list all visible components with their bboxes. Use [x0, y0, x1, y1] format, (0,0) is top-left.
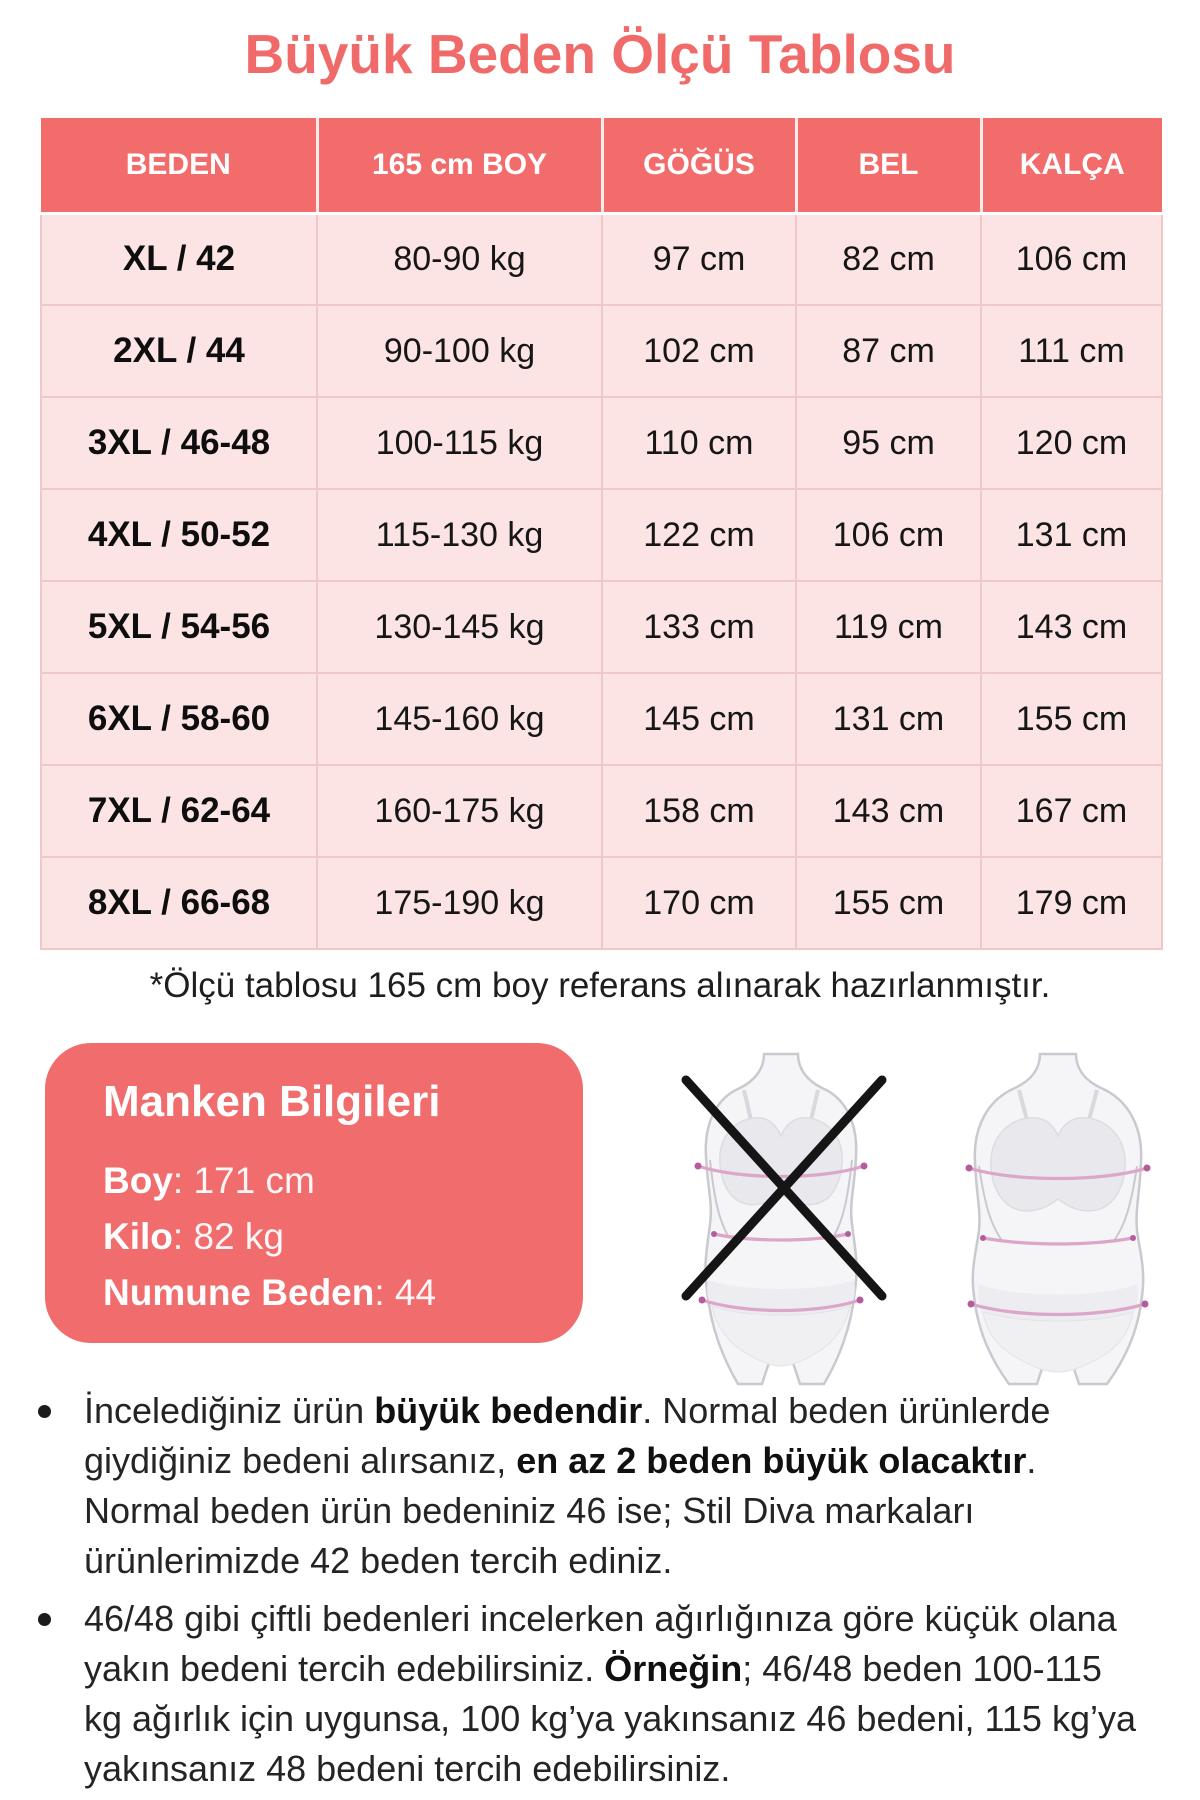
- size-table: [40, 118, 1161, 950]
- table-row: [41, 673, 1162, 765]
- hip-cell: 106 cm: [981, 213, 1162, 305]
- weight-cell: 175-190 kg: [317, 857, 602, 949]
- list-item: [38, 1594, 1149, 1794]
- size-cell: 8XL / 66-68: [41, 857, 317, 949]
- waist-cell: 119 cm: [796, 581, 981, 673]
- model-height-value: : 171 cm: [172, 1160, 315, 1201]
- model-sample-size-value: : 44: [374, 1272, 437, 1313]
- hip-cell: 179 cm: [981, 857, 1162, 949]
- table-row: [41, 765, 1162, 857]
- bullet-segment: . Normal beden ürünlerde giydiğiniz bedeni alırsanız,: [84, 1390, 1051, 1481]
- bullet-icon: [38, 1613, 51, 1626]
- bust-cell: 122 cm: [602, 489, 796, 581]
- weight-cell: 115-130 kg: [317, 489, 602, 581]
- waist-cell: 131 cm: [796, 673, 981, 765]
- hip-cell: 111 cm: [981, 305, 1162, 397]
- bust-cell: 145 cm: [602, 673, 796, 765]
- bust-cell: 102 cm: [602, 305, 796, 397]
- waist-cell: 87 cm: [796, 305, 981, 397]
- model-sample-size-label: Numune Beden: [103, 1272, 375, 1313]
- hip-cell: 131 cm: [981, 489, 1162, 581]
- weight-cell: 130-145 kg: [317, 581, 602, 673]
- col-header-boy: 165 cm BOY: [317, 118, 602, 213]
- table-footnote: *Ölçü tablosu 165 cm boy referans alınarak hazırlanmıştır.: [149, 966, 1051, 1005]
- size-table-grid: [40, 118, 1163, 950]
- bust-cell: 110 cm: [602, 397, 796, 489]
- waist-cell: 82 cm: [796, 213, 981, 305]
- bullet-segment: . Normal beden ürün bedeniniz 46 ise; Stil Diva markaları ürünlerimizde 42 beden tercih ediniz.: [84, 1440, 1037, 1581]
- model-info-card: [45, 1043, 583, 1343]
- bullet-segment-bold: en az 2 beden büyük olacaktır: [516, 1440, 1027, 1481]
- model-info-title: Manken Bilgileri: [103, 1077, 441, 1126]
- bust-cell: 97 cm: [602, 213, 796, 305]
- bullet-segment-bold: Örneğin: [604, 1648, 743, 1689]
- bullet-segment: 46/48 gibi çiftli bedenleri incelerken ağırlığınıza göre küçük olana yakın bedeni tercih edebilirsiniz.: [84, 1598, 1117, 1689]
- model-height-label: Boy: [103, 1160, 173, 1201]
- bullet-segment-bold: büyük bedendir: [374, 1390, 643, 1431]
- waist-cell: 143 cm: [796, 765, 981, 857]
- model-sample-size-row: [103, 1265, 559, 1321]
- page-title: Büyük Beden Ölçü Tablosu: [244, 23, 956, 85]
- hip-cell: 120 cm: [981, 397, 1162, 489]
- list-item: [38, 1386, 1149, 1586]
- waist-cell: 155 cm: [796, 857, 981, 949]
- slim-body-crossed-icon: [656, 1046, 906, 1386]
- size-cell: XL / 42: [41, 213, 317, 305]
- bullet-segment: ; 46/48 beden 100-115 kg ağırlık için uygunsa, 100 kg’ya yakınsanız 46 bedeni, 115 kg’ya yakınsanız 48 bedeni tercih edebilirsiniz.: [84, 1648, 1136, 1789]
- bust-cell: 133 cm: [602, 581, 796, 673]
- hip-cell: 143 cm: [981, 581, 1162, 673]
- col-header-kalca: KALÇA: [981, 118, 1162, 213]
- weight-cell: 145-160 kg: [317, 673, 602, 765]
- size-cell: 5XL / 54-56: [41, 581, 317, 673]
- bullet-text: [84, 1594, 1149, 1794]
- table-header-row: [41, 118, 1162, 213]
- hip-cell: 155 cm: [981, 673, 1162, 765]
- weight-cell: 90-100 kg: [317, 305, 602, 397]
- hip-cell: 167 cm: [981, 765, 1162, 857]
- bust-cell: 170 cm: [602, 857, 796, 949]
- weight-cell: 80-90 kg: [317, 213, 602, 305]
- weight-cell: 160-175 kg: [317, 765, 602, 857]
- size-cell: 4XL / 50-52: [41, 489, 317, 581]
- size-cell: 3XL / 46-48: [41, 397, 317, 489]
- table-row: [41, 213, 1162, 305]
- waist-cell: 95 cm: [796, 397, 981, 489]
- size-cell: 2XL / 44: [41, 305, 317, 397]
- plus-body-icon: [933, 1046, 1183, 1386]
- table-row: [41, 397, 1162, 489]
- table-row: [41, 581, 1162, 673]
- bullet-text: [84, 1386, 1149, 1586]
- size-cell: 6XL / 58-60: [41, 673, 317, 765]
- weight-cell: 100-115 kg: [317, 397, 602, 489]
- model-weight-value: : 82 kg: [172, 1216, 284, 1257]
- model-weight-label: Kilo: [103, 1216, 173, 1257]
- size-cell: 7XL / 62-64: [41, 765, 317, 857]
- col-header-gogus: GÖĞÜS: [602, 118, 796, 213]
- bullet-icon: [38, 1405, 51, 1418]
- table-row: [41, 857, 1162, 949]
- col-header-bel: BEL: [796, 118, 981, 213]
- model-height-row: [103, 1153, 559, 1209]
- waist-cell: 106 cm: [796, 489, 981, 581]
- table-row: [41, 305, 1162, 397]
- col-header-beden: BEDEN: [41, 118, 317, 213]
- bullet-segment: İncelediğiniz ürün: [84, 1390, 375, 1431]
- model-weight-row: [103, 1209, 559, 1265]
- bust-cell: 158 cm: [602, 765, 796, 857]
- table-row: [41, 489, 1162, 581]
